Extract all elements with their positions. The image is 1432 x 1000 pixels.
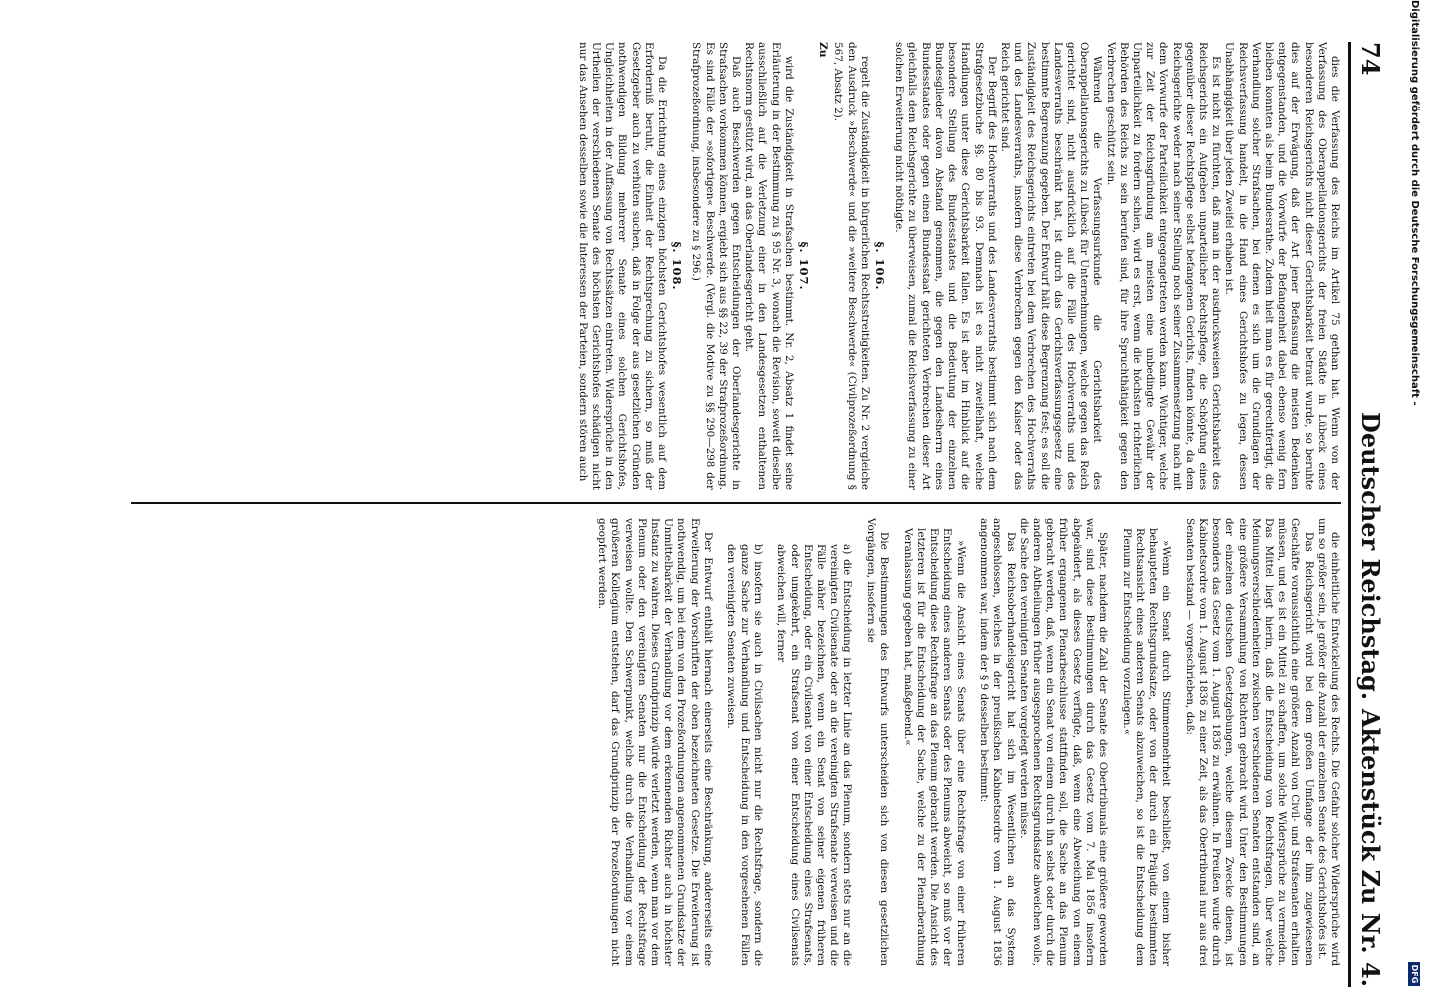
attachment-label: Aktenstück Zu Nr. 4. [1356, 708, 1385, 987]
header-rule [1348, 42, 1351, 987]
paragraph: Der Entwurf enthält hiernach einerseits eine Beschränkung, andererseits eine Erweiterung der Vorschriften der oben bezeichneten Gesetze. Die Erweiterung ist nothwendig, um bei dem von den Prozeßordnungen angenommenen Grundsatze der Unmittelbarkeit der Verhandlung vor dem erkennenden Richter auch in höchster Instanz zu wahren. Dieses Grundprinzip würde verletzt werden, wenn man vor dem Plenum oder den vereinigten Senaten nur die Entscheidung der Rechtsfrage verweisen wollte. Den Schwerpunkt, welche durch die Verhandlung vor einem größeren Kollegium entstehen, darf das Grundprinzip der Prozeßordnungen nicht geopfert werden. [596, 518, 714, 966]
paragraph: Daß auch Beschwerden gegen Entscheidungen der Oberlandesgerichte in Strafsachen vorkommen können, ergiebt sich aus §§ 22, 39 der Strafprozeßordnung. Es sind Fälle der »sofortigen« Beschwerde. (Vergl. die Motive zu §§ 290—298 der Strafprozeßordnung, insbesondere zu § 296.) [690, 42, 743, 490]
page-title: Deutscher Reichstag. [1356, 412, 1385, 701]
digitization-footer [1406, 0, 1420, 1000]
paragraph: Während die Verfassungsurkunde die Gerichtsbarkeit des Oberappellationsgerichts zu Lübeck für Unternehmungen, welche gegen das Reich gerichtet sind, nicht ausdrücklich auf die Fälle des Hochverraths und des Landesverraths beschränkt hat, ist durch das Gerichtsverfassungsgesetz eine bestimmte Begrenzung gegeben. Der Entwurf hält diese Begrenzung fest; es soll die Zuständigkeit des Reichsgerichts eintreten bei dem Verbrechen des Hochverraths und des Landesverraths, insofern diese Verbrechen gegen den Kaiser oder das Reich gerichtet sind. [998, 42, 1104, 490]
paragraph: Später, nachdem die Zahl der Senate des Obertribunals eine größere geworden war, sind diese Bestimmungen durch das Gesetz vom 7. Mai 1856 insofern abgeändert, als dieses Gesetz verfügte, daß, wenn eine Abweichung von einem früher ergangenen Plenarbeschlusse stattfinden soll, die Sache an das Plenum gebracht werden, daß, wenn ein Senat von einem durch ihn selbst oder durch die anderen Abtheilungen früher ausgesprochenen Rechtsgrundsatze abweichen wolle, die Sache den vereinigten Senaten vorgelegt werden müsse. [1017, 518, 1109, 966]
block-quote: »Wenn die Ansicht eines Senats über eine Rechtsfrage von einer früheren Entscheidung eines anderen Senats oder des Plenums abweicht, so muß vor der Entscheidung diese Rechtsfrage an das Plenum gebracht werden. Die Ansicht des letzteren ist für die Entscheidung der Sache, welche zu der Plenarberathung Veranlassung gegeben hat, maßgebend.« [901, 528, 967, 966]
block-quote: »Wenn ein Senat durch Stimmenmehrheit beschließt, von einem bisher behaupteten Rechtsgrundsatze, oder von der durch ein Präjudiz bestimmten Rechtsansicht eines anderen Senats abzuweichen, so ist die Entscheidung dem Plenum zur Entscheidung vorzulegen.« [1120, 528, 1173, 966]
paragraph: Es ist nicht zu fürchten, daß man in der ausdrucksweisen Gerichtsbarkeit des Reichsgerichts ein Aufgeben unparteilicher Rechtspflege, die Schöpfung eines gegenüber dieser Rechtspflege selbst befangenen Gerichts, finden könnte, da dem Reichsgerichte weder nach seiner Stellung noch seiner Zusammensetzung nach mit dem Vorwurfe der Parteilichkeit entgegengetreten werden kann. Wichtiger, welche zur Zeit der Reichsgründung am meisten eine unbedingte Gewähr der Unparteilichkeit zu fordern schien, wird es erst, wenn die höchsten richterlichen Behörden des Reichs zu sein berufen sind, für ihre Spruchthätigkeit gegen den Verbrechen geschützt sein. [1104, 42, 1223, 490]
list-item: b) insofern sie auch in Civilsachen nicht nur die Rechtsfrage, sondern die ganze Sache zur Verhandlung und Entscheidung in den vorgesehenen Fällen den vereinigten Senaten zuweisen. [725, 544, 764, 966]
page-number: 74 [1356, 42, 1385, 76]
right-text-column [121, 518, 1341, 966]
paragraph: Da die Errichtung eines einzigen höchsten Gerichtshofes wesentlich auf dem Erforderniß beruht, die Einheit der Rechtsprechung zu sichern, so muß der Gesetzgeber auch zu verhüten suchen, daß in Folge der aus gesetzlichen Gründen nothwendigen Bildung mehrerer Senate eines solchen Gerichtshofes, Ungleichheiten in der Auffassung von Rechtssätzen eintreten. Widersprüche in den Urtheilen der verschiedenen Senate des höchsten Gerichtshofes schädigen nicht nur das Ansehen desselben sowie die Interessen der Parteien, sondern stören auch [576, 42, 669, 490]
subheading: Zu [817, 42, 830, 58]
page-header [1355, 42, 1385, 987]
paragraph: Der Begriff des Hochverraths und des Landesverraths bestimmt sich nach dem Strafgesetzbuche §§. 80 bis 93. Demnach ist es nicht zweifelhaft, welche Handlungen unter diese Gerichtsbarkeit fallen. Es ist aber im Hinblick auf die besondere Stellung des Bundesstaates und die Bedeutung der einzelnen Bundesglieder davon Abstand genommen, die gegen den Landesherrn eines Bundesstaates oder gegen einen Bundesstaat gerichteten Verbrechen dieser Art gleichfalls dem Reichsgerichte zu überweisen, zumal die Reichsverfassung zu einer solchen Erweiterung nicht nöthigte. [893, 42, 998, 490]
left-text-column [121, 42, 1341, 490]
paragraph: regelt die Zuständigkeit in bürgerlichen Rechtsstreitigkeiten. Zu Nr. 2 vergleiche den Ausdruck »Beschwerde« und die »weitere Beschwerde« (Civilprozeßordnung § 567, Absatz 2). [832, 42, 871, 490]
paragraph: Das Reichsgericht wird bei dem großen Umfange der ihm zugewiesenen Geschäfte voraussichtlich eine größere Anzahl von Civil- und Strafsenaten erhalten müssen, und es ist ein Mittel zu schaffen, um solche Widersprüche zu vermeiden. Das Mittel liegt hierin, daß die Entscheidung von Rechtsfragen, über welche Meinungsverschiedenheiten zwischen verschiedenen Senaten entstanden sind, an eine größere Versammlung von Richtern gebracht wird. Unter den Bestimmungen der einzelnen deutschen Gesetzgebungen, welche diesem Zwecke dienen, ist besonders das Gesetz vom 1. August 1836 zu erwähnen. In Preußen wurde durch Kabinetsordre vom 1. August 1836 zu einer Zeit, als das Obertribunal nur aus drei Senaten bestand — vorgeschrieben, daß: [1183, 518, 1315, 966]
dfg-logo: DFG [1408, 962, 1420, 986]
rotated-page-content [120, 42, 1385, 987]
footer-text: Digitalisierung gefördert durch die Deutsche Forschungsgemeinschaft - [1409, 0, 1420, 406]
paragraph: die einheitliche Entwickelung des Rechts. Die Gefahr solcher Widersprüche wird um so größer sein, je größer die Anzahl der einzelnen Senate des Gerichtshofes ist. [1315, 518, 1341, 966]
section-heading: §. 106. [873, 241, 888, 291]
paragraph: dies die Verfassung des Reichs im Artikel 75 gethan hat. Wenn von der Verfassung des Oberappellationsgerichts der freien Städte in Lübeck eines besonderen Reichsgerichts nicht dieser Gerichtsbarkeit betraut wurde, so beruhte dies auf der Erwägung, daß der Art jener Befassung die meisten Bedenken entgegenstanden, und die Vorwürfe der Befangenheit dabei ebenso wenig fern bleiben konnten als beim Bundesrathe. Zudem hielt man es für gerechtfertigt, die Verhandlung solcher Strafsachen, bei denen es sich um die Grundlagen der Reichsverfassung handelt, in die Hand eines Gerichtshofes zu legen, dessen Unabhängigkeit über jeden Zweifel erhaben ist. [1223, 42, 1341, 490]
paragraph: Die Bestimmungen des Entwurfs unterscheiden sich von diesen gesetzlichen Vorgängen, insofern sie [864, 518, 891, 966]
column-divider [131, 502, 1341, 504]
list-item: a) die Entscheidung in letzter Linie an das Plenum, sondern stets nur an die vereinigten Civilsenate oder an die vereinigten Strafsenate verweisen und die Fälle näher bezeichnen, wenn ein Senat von seiner eigenen früheren Entscheidung, oder ein Civilsenat von einer Entscheidung eines Strafsenats, oder umgekehrt, ein Strafsenat von einer Entscheidung eines Civilsenats abweichen will, ferner [775, 544, 854, 966]
section-heading: §. 107. [797, 241, 812, 291]
section-heading: §. 108. [670, 241, 685, 291]
paragraph: wird die Zuständigkeit in Strafsachen bestimmt. Nr. 2, Absatz 1 findet seine Erläuterung in der Bestimmung zu § 95 Nr. 3, wonach die Revision, soweit dieselbe ausschließlich auf die Verletzung einer in den Landesgesetzen enthaltenen Rechtsnorm gestützt wird, an das Oberlandesgericht geht. [743, 42, 795, 490]
paragraph: Das Reichsoberhandelsgericht hat sich im Wesentlichen an das System angeschlossen, welches in der preußischen Kabinetsordre vom 1. August 1836 angenommen war, indem der § 9 desselben bestimmt: [978, 518, 1017, 966]
